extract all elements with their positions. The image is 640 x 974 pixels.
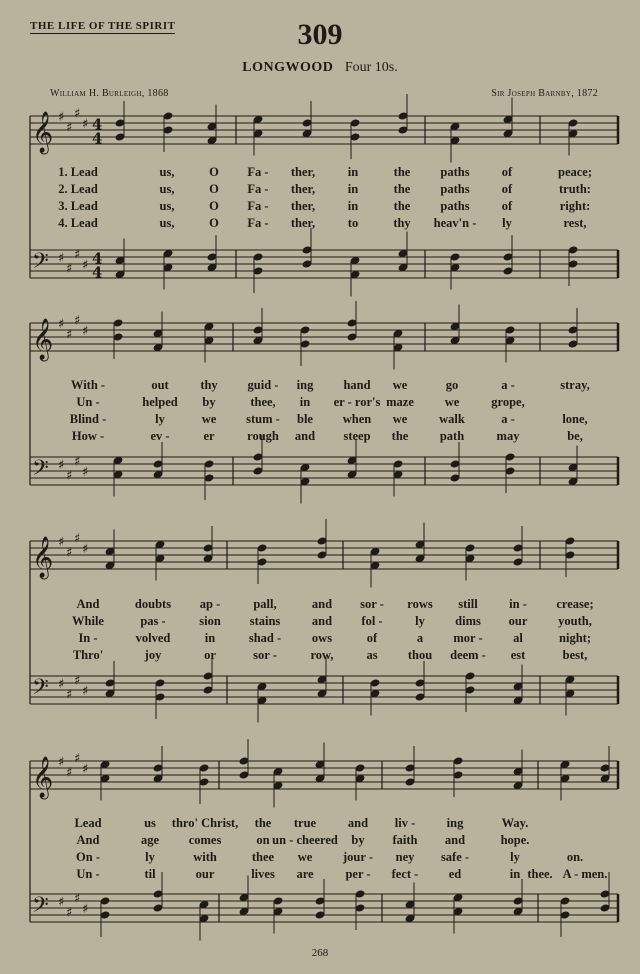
lyric-syllable: still — [458, 597, 478, 611]
lyric-syllable: lone, — [562, 412, 588, 426]
treble-clef-icon: 𝄞 — [32, 757, 54, 798]
lyric-syllable: and — [294, 429, 316, 443]
lyric-syllable: How - — [71, 429, 105, 443]
lyric-syllable: in — [347, 165, 359, 179]
lyric-syllable: in — [509, 867, 521, 881]
sharp-icon: ♯ — [82, 762, 89, 777]
lyric-syllable: truth: — [559, 182, 591, 196]
sharp-icon: ♯ — [58, 535, 65, 550]
sharp-icon: ♯ — [66, 261, 73, 277]
sharp-icon: ♯ — [66, 327, 73, 343]
lyric-syllable: by — [351, 833, 365, 847]
lyric-syllable: ing — [296, 378, 314, 392]
lyric-syllable: comes — [188, 833, 222, 847]
lyric-syllable: volved — [135, 631, 171, 645]
lyric-syllable: doubts — [134, 597, 172, 611]
lyric-syllable: And — [76, 833, 100, 847]
lyric-syllable: fol - — [361, 614, 383, 628]
lyric-syllable: thee — [251, 850, 275, 864]
lyric-syllable: per - — [345, 867, 371, 881]
lyric-syllable: us, — [159, 182, 175, 196]
sharp-icon: ♯ — [82, 542, 89, 557]
lyric-syllable: paths — [440, 182, 470, 196]
lyric-syllable: our — [195, 867, 215, 881]
lyric-syllable: walk — [439, 412, 465, 426]
sharp-icon: ♯ — [58, 677, 65, 692]
lyric-syllable: in — [299, 395, 311, 409]
lyric-syllable: of — [501, 199, 513, 213]
lyric-syllable: safe - — [440, 850, 470, 864]
sharp-icon: ♯ — [82, 684, 89, 699]
lyric-syllable: path — [439, 429, 465, 443]
lyric-syllable: age — [140, 833, 160, 847]
lyric-syllable: paths — [440, 199, 470, 213]
sharp-icon: ♯ — [74, 313, 81, 329]
lyric-syllable: er - ror's — [333, 395, 381, 409]
lyric-syllable: Blind - — [69, 412, 107, 426]
lyric-syllable: we — [444, 395, 460, 409]
lyric-syllable: Un - — [76, 867, 100, 881]
lyric-syllable: Fa - — [247, 165, 269, 179]
sharp-icon: ♯ — [66, 765, 73, 781]
lyric-syllable: And — [76, 597, 100, 611]
lyric-syllable: in - — [509, 597, 527, 611]
tune-name: LONGWOOD — [242, 60, 334, 75]
lyric-syllable: mor - — [453, 631, 483, 645]
lyric-line — [0, 648, 640, 663]
lyric-syllable: to — [347, 216, 359, 230]
lyric-syllable: Way. — [501, 816, 529, 830]
lyric-line — [0, 165, 640, 180]
sharp-icon: ♯ — [74, 454, 81, 470]
lyric-syllable: Fa - — [247, 182, 269, 196]
meter: Four 10s. — [344, 60, 398, 75]
lyric-syllable: on — [256, 833, 270, 847]
lyric-syllable: thy — [200, 378, 218, 392]
lyric-syllable: the — [393, 165, 411, 179]
lyric-line — [0, 412, 640, 427]
bass-clef-icon: 𝄢 — [32, 675, 49, 705]
lyric-syllable: joy — [144, 648, 162, 662]
lyric-syllable: the — [393, 182, 411, 196]
time-signature: 4 — [92, 129, 103, 148]
lyric-syllable: or — [204, 648, 216, 662]
lyric-syllable: maze — [386, 395, 414, 409]
sharp-icon: ♯ — [82, 324, 89, 339]
lyric-syllable: rough — [247, 429, 279, 443]
treble-clef-icon: 𝄞 — [32, 319, 54, 360]
lyric-syllable: ap - — [199, 597, 221, 611]
sharp-icon: ♯ — [58, 317, 65, 332]
lyric-syllable: when — [342, 412, 372, 426]
sharp-icon: ♯ — [66, 687, 73, 703]
treble-clef-icon: 𝄞 — [32, 112, 54, 153]
lyric-syllable: hope. — [500, 833, 530, 847]
lyric-syllable: may — [496, 429, 520, 443]
lyric-syllable: A - men. — [562, 867, 608, 881]
lyric-syllable: ed — [448, 867, 462, 881]
sharp-icon: ♯ — [74, 247, 81, 263]
lyric-syllable: and — [311, 597, 333, 611]
time-signature: 4 — [92, 263, 103, 282]
lyric-syllable: Thro' — [72, 648, 104, 662]
lyric-syllable: in — [347, 199, 359, 213]
lyric-syllable: fect - — [391, 867, 419, 881]
lyric-syllable: thy — [393, 216, 411, 230]
composer-credit: Sir Joseph Barnby, 1872 — [491, 88, 598, 99]
sharp-icon: ♯ — [58, 251, 65, 266]
lyric-syllable: est — [510, 648, 526, 662]
lyric-syllable: in — [204, 631, 216, 645]
lyric-syllable: be, — [567, 429, 583, 443]
lyric-syllable: faith — [392, 833, 418, 847]
lyric-syllable: 4. Lead — [58, 216, 98, 230]
lyric-line — [0, 395, 640, 410]
lyric-syllable: dims — [455, 614, 481, 628]
lyric-syllable: ly — [510, 850, 520, 864]
sharp-icon: ♯ — [82, 902, 89, 917]
lyric-syllable: thee, — [250, 395, 276, 409]
lyric-line — [0, 867, 640, 882]
lyric-syllable: er — [203, 429, 215, 443]
lyric-syllable: ly — [155, 412, 165, 426]
lyric-syllable: 1. Lead — [58, 165, 98, 179]
lyric-syllable: are — [296, 867, 314, 881]
lyric-syllable: ows — [311, 631, 333, 645]
sharp-icon: ♯ — [66, 545, 73, 561]
sharp-icon: ♯ — [74, 531, 81, 547]
lyric-syllable: the — [393, 199, 411, 213]
lyric-line — [0, 816, 640, 831]
lyric-line — [0, 850, 640, 865]
lyric-syllable: paths — [440, 165, 470, 179]
lyric-syllable: On - — [76, 850, 100, 864]
treble-clef-icon: 𝄞 — [32, 537, 54, 578]
lyric-syllable: by — [202, 395, 216, 409]
lyric-syllable: 2. Lead — [58, 182, 98, 196]
lyric-syllable: stray, — [560, 378, 590, 392]
lyric-syllable: we — [201, 412, 217, 426]
lyric-syllable: us — [144, 816, 156, 830]
lyric-syllable: of — [366, 631, 378, 645]
sharp-icon: ♯ — [58, 110, 65, 125]
lyric-syllable: and — [347, 816, 369, 830]
lyric-syllable: rows — [407, 597, 433, 611]
section-heading: THE LIFE OF THE SPIRIT — [30, 20, 176, 32]
lyric-syllable: ble — [297, 412, 313, 426]
lyric-syllable: crease; — [556, 597, 594, 611]
lyric-syllable: sion — [199, 614, 221, 628]
lyric-syllable: In - — [78, 631, 98, 645]
lyric-syllable: night; — [559, 631, 591, 645]
lyric-syllable: O — [209, 216, 219, 230]
lyric-syllable: us, — [159, 199, 175, 213]
lyric-syllable: right: — [559, 199, 591, 213]
sharp-icon: ♯ — [58, 755, 65, 770]
lyric-syllable: a - — [501, 378, 515, 392]
lyric-syllable: out — [151, 378, 169, 392]
lyric-syllable: ly — [415, 614, 425, 628]
lyric-syllable: un - cheered — [272, 833, 338, 847]
lyric-syllable: Fa - — [247, 199, 269, 213]
lyric-line — [0, 182, 640, 197]
lyric-syllable: of — [501, 182, 513, 196]
lyric-syllable: ly — [145, 850, 155, 864]
page-number: 268 — [311, 947, 329, 959]
lyric-syllable: true — [293, 816, 317, 830]
lyric-syllable: ther, — [290, 199, 316, 213]
sharp-icon: ♯ — [58, 458, 65, 473]
lyric-syllable: While — [72, 614, 104, 628]
lyric-syllable: we — [392, 378, 408, 392]
lyric-syllable: steep — [343, 429, 371, 443]
lyric-syllable: pas - — [140, 614, 166, 628]
lyric-syllable: thee. — [527, 867, 553, 881]
lyric-syllable: a - — [501, 412, 515, 426]
lyric-syllable: helped — [142, 395, 178, 409]
lyric-syllable: our — [508, 614, 528, 628]
lyric-syllable: peace; — [557, 165, 593, 179]
bass-clef-icon: 𝄢 — [32, 456, 49, 486]
lyric-syllable: ther, — [290, 182, 316, 196]
lyric-syllable: O — [209, 199, 219, 213]
lyric-syllable: go — [445, 378, 459, 392]
bass-clef-icon: 𝄢 — [32, 893, 49, 923]
lyric-syllable: on. — [566, 850, 584, 864]
lyric-syllable: heav'n - — [433, 216, 477, 230]
time-signature: 4 — [92, 115, 103, 134]
sharp-icon: ♯ — [66, 905, 73, 921]
lyric-syllable: al — [513, 631, 523, 645]
sharp-icon: ♯ — [58, 895, 65, 910]
lyric-syllable: sor - — [253, 648, 277, 662]
lyric-syllable: rest, — [563, 216, 587, 230]
lyric-syllable: of — [501, 165, 513, 179]
lyric-line — [0, 216, 640, 231]
lyric-syllable: with — [193, 850, 217, 864]
lyric-syllable: shad - — [248, 631, 282, 645]
lyric-syllable: stains — [249, 614, 281, 628]
lyric-syllable: and — [311, 614, 333, 628]
hymn-number: 309 — [297, 18, 343, 51]
lyric-line — [0, 597, 640, 612]
sharp-icon: ♯ — [74, 751, 81, 767]
sharp-icon: ♯ — [82, 465, 89, 480]
lyric-syllable: deem - — [450, 648, 486, 662]
lyric-syllable: Fa - — [247, 216, 269, 230]
sharp-icon: ♯ — [66, 120, 73, 136]
lyric-syllable: lives — [251, 867, 275, 881]
lyric-syllable: Un - — [76, 395, 100, 409]
lyric-syllable: stum - — [246, 412, 280, 426]
author-credit: William H. Burleigh, 1868 — [50, 88, 169, 99]
lyric-syllable: row, — [310, 648, 334, 662]
lyric-syllable: jour - — [343, 850, 373, 864]
sharp-icon: ♯ — [74, 673, 81, 689]
lyric-syllable: ev - — [150, 429, 170, 443]
lyric-syllable: the — [254, 816, 272, 830]
lyric-syllable: us, — [159, 165, 175, 179]
lyric-syllable: as — [366, 648, 378, 662]
lyric-syllable: youth, — [558, 614, 592, 628]
lyric-syllable: O — [209, 182, 219, 196]
lyric-syllable: ing — [446, 816, 464, 830]
lyric-syllable: hand — [343, 378, 371, 392]
time-signature: 4 — [92, 249, 103, 268]
lyric-syllable: O — [209, 165, 219, 179]
lyric-syllable: sor - — [360, 597, 384, 611]
lyric-syllable: in — [347, 182, 359, 196]
lyric-syllable: til — [144, 867, 156, 881]
lyric-syllable: 3. Lead — [58, 199, 98, 213]
lyric-syllable: ly — [502, 216, 512, 230]
bass-clef-icon: 𝄢 — [32, 249, 49, 279]
lyric-syllable: we — [392, 412, 408, 426]
lyric-syllable: With - — [70, 378, 106, 392]
lyric-line — [0, 833, 640, 848]
lyric-line — [0, 631, 640, 646]
lyric-syllable: pall, — [253, 597, 277, 611]
lyric-line — [0, 199, 640, 214]
lyric-syllable: a — [416, 631, 424, 645]
lyric-syllable: ney — [395, 850, 415, 864]
lyric-line — [0, 614, 640, 629]
lyric-syllable: we — [297, 850, 313, 864]
lyric-syllable: ther, — [290, 165, 316, 179]
sharp-icon: ♯ — [82, 117, 89, 132]
sharp-icon: ♯ — [82, 258, 89, 273]
lyric-syllable: ther, — [290, 216, 316, 230]
lyric-syllable: thou — [407, 648, 433, 662]
lyric-syllable: us, — [159, 216, 175, 230]
lyric-syllable: thro' Christ, — [171, 816, 239, 830]
lyric-syllable: the — [391, 429, 409, 443]
lyric-syllable: best, — [562, 648, 588, 662]
lyric-syllable: guid - — [247, 378, 279, 392]
sharp-icon: ♯ — [74, 106, 81, 122]
lyric-syllable: Lead — [74, 816, 102, 830]
sharp-icon: ♯ — [66, 468, 73, 484]
lyric-syllable: liv - — [394, 816, 416, 830]
lyric-line — [0, 429, 640, 444]
lyric-syllable: grope, — [491, 395, 525, 409]
lyric-syllable: and — [444, 833, 466, 847]
sharp-icon: ♯ — [74, 891, 81, 907]
lyric-line — [0, 378, 640, 393]
